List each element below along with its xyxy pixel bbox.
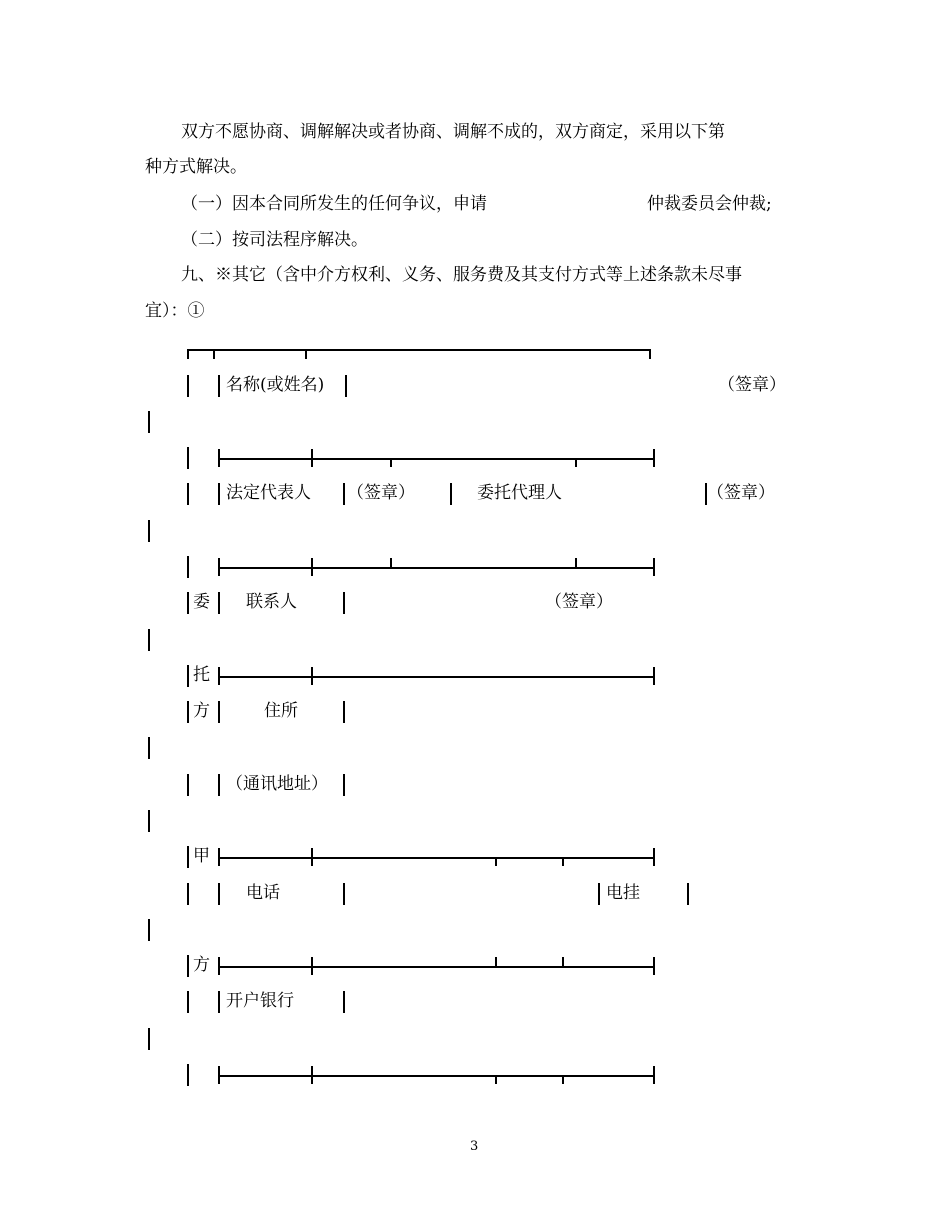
tick — [495, 857, 497, 866]
cell-border — [343, 883, 345, 905]
rule-row — [218, 567, 655, 569]
tick — [649, 349, 651, 359]
tick — [653, 1066, 655, 1084]
tick — [653, 558, 655, 576]
tick — [653, 957, 655, 975]
tick — [218, 667, 220, 685]
tick — [311, 667, 313, 685]
tick — [311, 558, 313, 576]
tick — [562, 1075, 564, 1084]
side-label: 甲 — [193, 846, 210, 866]
rule-row — [218, 857, 655, 859]
cell-border — [218, 701, 220, 723]
cell-border — [187, 483, 189, 505]
tick — [653, 449, 655, 467]
label-phone: 电话 — [246, 883, 280, 903]
tick — [218, 1066, 220, 1084]
cell-border — [148, 411, 150, 433]
cell-border — [187, 592, 189, 614]
tick — [311, 957, 313, 975]
tick — [562, 957, 564, 966]
label-address: （通讯地址） — [226, 774, 328, 794]
label-telex: 电挂 — [606, 883, 640, 903]
tick — [495, 957, 497, 966]
option-arbitration: （一）因本合同所发生的任何争议，申请 — [181, 194, 487, 214]
tick — [390, 458, 392, 467]
cell-border — [148, 1028, 150, 1050]
tick — [390, 558, 392, 567]
label-name: 名称(或姓名) — [226, 375, 325, 395]
cell-border — [187, 447, 189, 469]
rule-row — [218, 458, 655, 460]
cell-border — [218, 375, 220, 397]
cell-border — [148, 520, 150, 542]
cell-border — [187, 665, 189, 687]
label-contact: 联系人 — [246, 592, 297, 612]
tick — [305, 349, 307, 359]
cell-border — [148, 737, 150, 759]
tick — [311, 848, 313, 866]
cell-border — [343, 774, 345, 796]
tick — [575, 558, 577, 567]
cell-border — [218, 774, 220, 796]
page-number: 3 — [470, 1139, 479, 1154]
tick — [218, 558, 220, 576]
rule-row — [218, 1075, 655, 1077]
cell-border — [187, 846, 189, 868]
cell-border — [687, 883, 689, 905]
option-arbitration-committee: 仲裁委员会仲裁; — [647, 194, 772, 214]
tick — [311, 1066, 313, 1084]
cell-border — [345, 375, 347, 397]
cell-border — [148, 919, 150, 941]
label-seal: （签章） — [347, 483, 415, 503]
label-seal: （签章） — [545, 592, 613, 612]
option-judicial: （二）按司法程序解决。 — [181, 230, 368, 250]
tick — [218, 848, 220, 866]
tick — [653, 667, 655, 685]
cell-border — [148, 810, 150, 832]
section-nine-line1: 九、※其它（含中介方权利、义务、服务费及其支付方式等上述条款未尽事 — [181, 265, 742, 285]
label-bank: 开户银行 — [226, 991, 294, 1011]
rule-row — [218, 966, 655, 968]
cell-border — [187, 701, 189, 723]
cell-border — [187, 883, 189, 905]
cell-border — [187, 556, 189, 578]
label-seal: （签章） — [718, 375, 786, 395]
cell-border — [148, 629, 150, 651]
rule-row — [218, 676, 655, 678]
label-legal-representative: 法定代表人 — [226, 483, 311, 503]
cell-border — [187, 375, 189, 397]
cell-border — [218, 483, 220, 505]
rule-top — [187, 349, 651, 351]
label-agent: 委托代理人 — [477, 483, 562, 503]
section-nine-line2: 宜）：① — [145, 301, 205, 321]
label-residence: 住所 — [264, 701, 298, 721]
side-label: 委 — [193, 592, 210, 612]
cell-border — [187, 774, 189, 796]
cell-border — [343, 592, 345, 614]
tick — [311, 449, 313, 467]
side-label: 托 — [193, 665, 210, 685]
tick — [562, 857, 564, 866]
cell-border — [343, 991, 345, 1013]
tick — [213, 349, 215, 359]
cell-border — [450, 483, 452, 505]
tick — [653, 848, 655, 866]
tick — [575, 458, 577, 467]
label-seal: （签章） — [707, 483, 775, 503]
paragraph-dispute-line1: 双方不愿协商、调解解决或者协商、调解不成的，双方商定，采用以下第 — [181, 122, 725, 142]
side-label: 方 — [193, 701, 210, 721]
tick — [218, 957, 220, 975]
cell-border — [218, 883, 220, 905]
cell-border — [598, 883, 600, 905]
cell-border — [187, 991, 189, 1013]
side-label: 方 — [193, 955, 210, 975]
cell-border — [218, 592, 220, 614]
cell-border — [343, 701, 345, 723]
cell-border — [343, 483, 345, 505]
tick — [218, 449, 220, 467]
cell-border — [187, 955, 189, 977]
tick — [187, 349, 189, 359]
tick — [495, 1075, 497, 1084]
cell-border — [218, 991, 220, 1013]
paragraph-dispute-line2: 种方式解决。 — [145, 157, 247, 177]
cell-border — [187, 1064, 189, 1086]
